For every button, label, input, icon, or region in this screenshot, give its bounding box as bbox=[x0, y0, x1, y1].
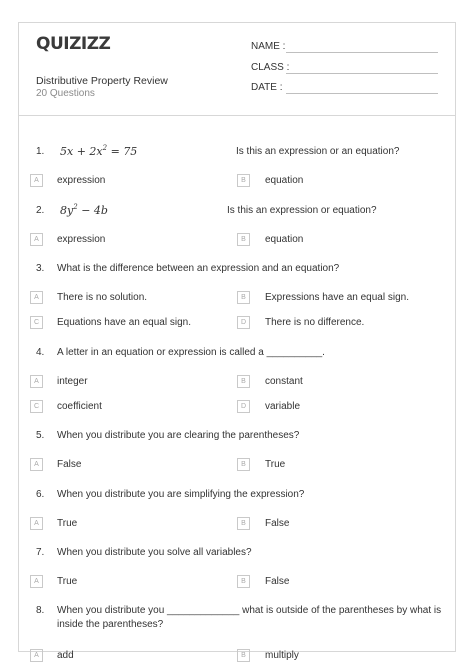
q3-option-d-text: There is no difference. bbox=[265, 317, 365, 328]
question-count: 20 Questions bbox=[36, 88, 95, 99]
q4-option-a-box[interactable]: A bbox=[30, 375, 43, 388]
q6-option-a-text: True bbox=[57, 518, 78, 529]
question-7-number: 7. bbox=[36, 547, 45, 558]
q5-option-a-text: False bbox=[57, 459, 82, 470]
q2-option-b-text: equation bbox=[265, 234, 304, 245]
q4-option-c-box[interactable]: C bbox=[30, 400, 43, 413]
q3-option-c-box[interactable]: C bbox=[30, 316, 43, 329]
date-label: DATE : bbox=[251, 82, 283, 93]
q1-option-a-box[interactable]: A bbox=[30, 174, 43, 187]
quizizz-logo: QUIZIZZ bbox=[36, 34, 111, 54]
q2-option-a-box[interactable]: A bbox=[30, 233, 43, 246]
q5-option-a-box[interactable]: A bbox=[30, 458, 43, 471]
question-3-number: 3. bbox=[36, 263, 45, 274]
question-3-text: What is the difference between an expression and an equation? bbox=[57, 263, 340, 274]
q8-option-a-box[interactable]: A bbox=[30, 649, 43, 662]
question-5-text: When you distribute you are clearing the parentheses? bbox=[57, 430, 300, 441]
q1-option-b-text: equation bbox=[265, 175, 304, 186]
q7-option-b-text: False bbox=[265, 576, 290, 587]
question-4-text: A letter in an equation or expression is called a __________. bbox=[57, 347, 325, 358]
question-6-number: 6. bbox=[36, 489, 45, 500]
name-line[interactable] bbox=[286, 52, 438, 53]
q4-option-a-text: integer bbox=[57, 376, 88, 387]
q3-option-b-box[interactable]: B bbox=[237, 291, 250, 304]
question-2-math: $8y^2 - 4b$ bbox=[60, 203, 108, 217]
class-line[interactable] bbox=[286, 73, 438, 74]
class-label: CLASS : bbox=[251, 62, 290, 73]
q3-option-d-box[interactable]: D bbox=[237, 316, 250, 329]
q3-option-c-text: Equations have an equal sign. bbox=[57, 317, 191, 328]
worksheet-title: Distributive Property Review bbox=[36, 75, 168, 87]
q7-option-a-box[interactable]: A bbox=[30, 575, 43, 588]
date-line[interactable] bbox=[286, 93, 438, 94]
question-4-number: 4. bbox=[36, 347, 45, 358]
q2-option-b-box[interactable]: B bbox=[237, 233, 250, 246]
question-8-text-line-1: When you distribute you _____________ what is outside of the parentheses by what is bbox=[57, 605, 442, 616]
question-8-text-line-2: inside the parentheses? bbox=[57, 619, 164, 630]
question-1-number: 1. bbox=[36, 146, 45, 157]
q4-option-c-text: coefficient bbox=[57, 401, 102, 412]
question-2-prompt: Is this an expression or equation? bbox=[227, 205, 377, 216]
q4-option-d-box[interactable]: D bbox=[237, 400, 250, 413]
q8-option-b-text: multiply bbox=[265, 650, 299, 661]
q5-option-b-box[interactable]: B bbox=[237, 458, 250, 471]
q6-option-b-text: False bbox=[265, 518, 290, 529]
q2-option-a-text: expression bbox=[57, 234, 106, 245]
question-2-number: 2. bbox=[36, 205, 45, 216]
question-1-prompt: Is this an expression or an equation? bbox=[236, 146, 400, 157]
q5-option-b-text: True bbox=[265, 459, 286, 470]
q6-option-b-box[interactable]: B bbox=[237, 517, 250, 530]
header-divider bbox=[18, 115, 456, 116]
q4-option-d-text: variable bbox=[265, 401, 301, 412]
q4-option-b-box[interactable]: B bbox=[237, 375, 250, 388]
question-6-text: When you distribute you are simplifying the expression? bbox=[57, 489, 305, 500]
q7-option-b-box[interactable]: B bbox=[237, 575, 250, 588]
q4-option-b-text: constant bbox=[265, 376, 303, 387]
q3-option-a-text: There is no solution. bbox=[57, 292, 148, 303]
question-1-math: $5x + 2x^2 = 75$ bbox=[60, 144, 138, 158]
q6-option-a-box[interactable]: A bbox=[30, 517, 43, 530]
q8-option-a-text: add bbox=[57, 650, 74, 661]
q1-option-b-box[interactable]: B bbox=[237, 174, 250, 187]
q7-option-a-text: True bbox=[57, 576, 78, 587]
name-label: NAME : bbox=[251, 41, 286, 52]
q3-option-a-box[interactable]: A bbox=[30, 291, 43, 304]
question-7-text: When you distribute you solve all variables? bbox=[57, 547, 252, 558]
q8-option-b-box[interactable]: B bbox=[237, 649, 250, 662]
q3-option-b-text: Expressions have an equal sign. bbox=[265, 292, 409, 303]
question-8-number: 8. bbox=[36, 605, 45, 616]
question-5-number: 5. bbox=[36, 430, 45, 441]
q1-option-a-text: expression bbox=[57, 175, 106, 186]
